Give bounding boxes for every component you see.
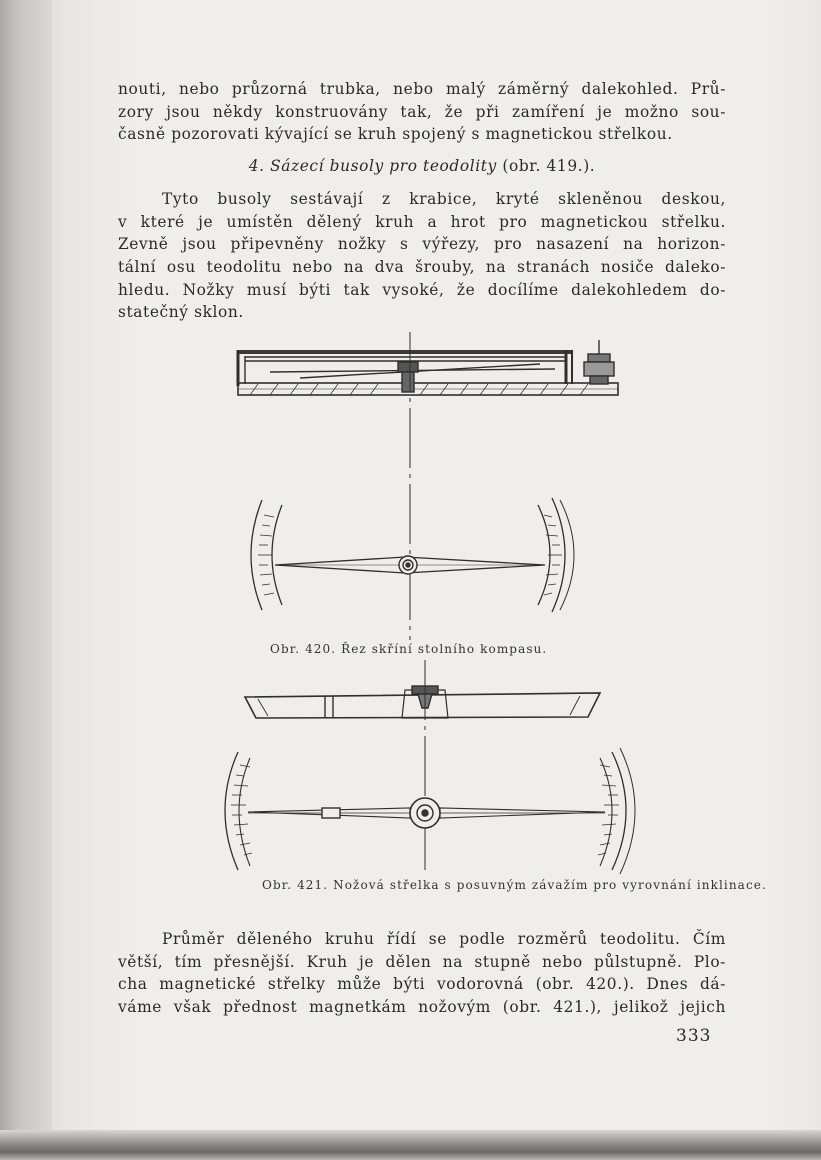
text-line: cha magnetické střelky může býti vodorovná (obr. 420.). Dnes dá- (118, 975, 726, 994)
page-number: 333 (676, 1026, 712, 1046)
text-line: Tyto busoly sestávají z krabice, kryté skleněnou deskou, (162, 190, 726, 208)
section-title: 4. Sázecí busoly pro teodolity (248, 157, 497, 175)
text-line: Zevně jsou připevněny nožky s výřezy, pro nasazení na horizon- (118, 235, 726, 254)
paragraph-conclusion (118, 928, 726, 1019)
text-line: váme však přednost magnetkám nožovým (obr. 421.), jelikož jejich (118, 998, 726, 1017)
text-line: Průměr děleného kruhu řídí se podle rozměrů teodolitu. Čím (162, 930, 726, 948)
text-line: zory jsou někdy konstruovány tak, že při zamíření je možno sou- (118, 102, 726, 121)
text-line: statečný sklon. (118, 303, 244, 322)
text-line: hledu. Nožky musí býti tak vysoké, že docílíme dalekohledem do- (118, 280, 726, 299)
text-line: větší, tím přesnější. Kruh je dělen na stupně nebo půlstupně. Plo- (118, 952, 726, 971)
text-line: časně pozorovati kývající se kruh spojený s magnetickou střelkou. (118, 125, 673, 144)
figure-420-caption: Obr. 420. Řez skříní stolního kompasu. (270, 642, 548, 656)
figure-421-caption: Obr. 421. Nožová střelka s posuvným závažím pro vyrovnání inklinace. (262, 878, 767, 892)
text-line: tální osu teodolitu nebo na dva šrouby, na stranách nosiče daleko- (118, 258, 726, 277)
page-bottom-edge (0, 1130, 821, 1160)
text-line: v které je umístěn dělený kruh a hrot pro magnetickou střelku. (118, 212, 726, 231)
text-line: nouti, nebo průzorná trubka, nebo malý záměrný dalekohled. Prů- (118, 80, 726, 98)
section-figure-ref: (obr. 419.). (502, 157, 596, 175)
